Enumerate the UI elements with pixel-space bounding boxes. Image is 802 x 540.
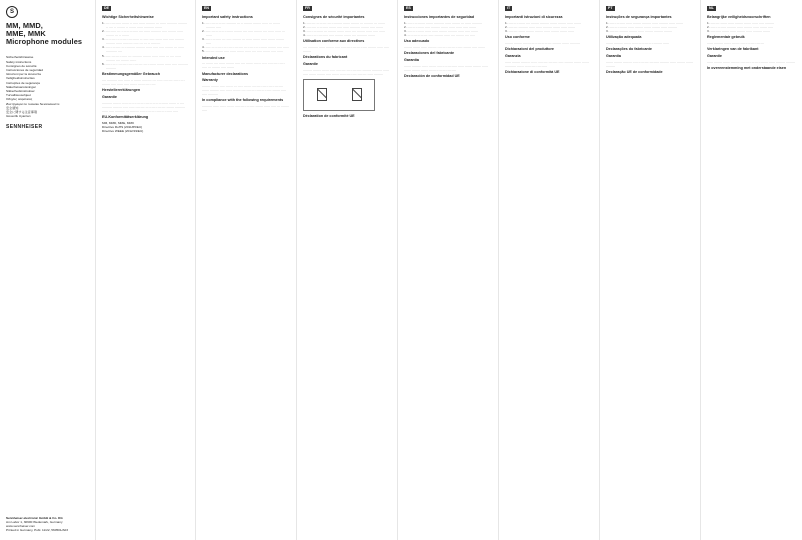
product-title: MM, MMD, MME, MMK Microphone modules [6, 21, 83, 46]
language-tag: FR [305, 6, 310, 10]
crossed-bin-icon [352, 88, 362, 101]
column-fr: FR Consignes de sécurité importantes 1. ········ ··· ······ ···· ·········· ······· ········ ··· ········· ··· ······· 2. ········· ·· ········ ······· ····· ······ ·········· ········ ····· ······· 3. ······ ········· ··· ········ ······· ······ ···· ········ ······ ····· ······ 4. ······ ··· ·········· ····· ········ ······· ···· ·········· ······· Utilisation conforme aux directives ···· ·········· ······ ········ ····· ·········· ······· ······ ········ ······ ····· ········ Déclarations du fabricant Garantie ········· ········ ······· ····· ········· ····· ········ ········· ·········· ······ ····· ······· ········ ····· ······· ·········· ····· ········ ······ ········· Déclaration de conformité UE [297, 0, 398, 540]
cover-column [0, 0, 96, 540]
column-it: IT Importanti istruzioni di sicurezza 1. ······· ········ ···· ········ ········· ······· ········ ······ ······· 2. ········ ·········· ······ ······ ········· ······· ······ ······· 3. ········ ······· ········ ········ ······ ········ ······· ······ Uso conforme ········ ········ ··········· ········ ······ ········· ······· ·········· Dichiarazioni del produttore Garanzia ······ ········ ········· ······ ········· ········ ····· ········· ······· ······· ··········· ······· ·········· ·········· Dichiarazione di conformità UE [499, 0, 600, 540]
column-de: DE Wichtige Sicherheitshinweise 1. ···· ·········· ······· ·· ····· ······ ········· ··· ······ ·········· ········· ·· ···· ·· ········ ·· ······· ······ ·········· ······· 2. ·········· ··· ·· ····· ········ ···· ······ ·········· ····· ········ ······ ········ ··· ·· ······· 3. ··· ······ ··· ······ ··········· ·· ····· ····· ······· ····· ····· ········· ········· ······ ·········· ····· ··· ··· ·· ········· 4. ······ ······· ··· ·········· ········· ······ ····· ····· ········ ··· ······ ··········· ···· 5. ····· ······· ······· ··· ·········· ········ ······ ······ ··· ···· ······ ········· ···· ········ ······ 6. ······ ··· ·· ······· ····· ········ ···· ········ ······· ······ ····· ·········· ·········· Bestimmungsgemäßer Gebrauch ···· ·········· ····· ······ ·· ······· ·········· ··· ······ ········ ······ ···· ········ ····· ······ ····· ······· ··········· ····· Herstellererklärungen Garantie ·········· ········ ········· ···· ······ ······· ····· ········· ······· ·· ···· ·········· ········· ····· ······ ········ ··· ······· ······· ········ ·········· ······ ····· ·········· ··· ········· ······· ······ ········ ······· ····· EU-Konformitätserklärung MM, MMD, MME, MMK Directive RoHS (2011/65/EU) Directive WEEE (2012/19/EU) [96, 0, 196, 540]
weee-symbol-figure [303, 79, 375, 111]
body-text-block: 1. ········ ······· ······ ········ ······· ······ ····· ········· 2. ······ ········ ········· ······ ········ ······ ······· ····· 3. ·········· ······· ······ ········ ······ ········· ······· [707, 20, 775, 33]
section-heading: Belangrijke veiligheidsvoorschriften [707, 15, 771, 19]
brand-wordmark: SENNHEISER [6, 124, 43, 131]
column-en: EN Important safety instructions 1. ···· ······· ······ ·········· ··· ·· ········ ········ ······ ··· ······· ········· ····· 2. ····· ······ ····· ········ ········ ···· ····· ········ ···· ······ ······ ··· ······ 3. ······ ········ ··· ····· ········· ··· ······ ······· ······ ······· ········ ····· 4. ····· ··· ······· ··· ······ ········ ··· ····· ···· ········ ········ ····· ······ 5. ········ ········ ····· ······ ······· ······ ···· ····· ······· ····· ······ Intended use ··· ······· ···· ······ ········ ····· ···· ······· ······· ····· ········· ······ ····· ··· ········ ····· ······· Manufacturer declarations Warranty ········ ········ ····· ······· ··· ····· ······· ········ ······ ····· ········ ······· ········· ····· ······ ········ ···· ······· ········ ······ ········ ····· ····· ·········· In compliance with the following requirements ·········· ······ ······ ······· ·········· ······· ········ ······ ····· ··· ········ ····· [196, 0, 297, 540]
section-heading: Instruções de segurança importantes [606, 15, 672, 19]
language-tag: IT [507, 6, 511, 10]
language-tag: EN [204, 6, 209, 10]
body-text-block: 1. ···· ······· ······ ·········· ··· ·· ········ ········ ······ ··· ······· ········· ····· 2. ····· ······ ····· ········ ········ ···· ····· ········ ···· ······ ······ ··· ······ 3. ······ ········ ··· ····· ········· ··· ······ ······· ······ ······· ········ ····· 4. ····· ··· ······· ··· ······ ········ ··· ····· ···· ········ ········ ····· ······ 5. ········ ········ ····· ······ ······· ······ ···· ····· ······· ····· ······ [202, 20, 289, 54]
body-text-block: 1. ···· ·········· ······· ·· ····· ······ ········· ··· ······ ·········· ········· ·· ···· ·· ········ ·· ······· ······ ·········· ······· 2. ·········· ··· ·· ····· ········ ···· ······ ·········· ····· ········ ······ ········ ··· ·· ······· 3. ··· ······ ··· ······ ··········· ·· ····· ····· ······· ····· ····· ········· ········· ······ ·········· ····· ··· ··· ·· ········· 4. ······ ······· ··· ·········· ········· ······ ····· ····· ········ ··· ······ ··········· ···· 5. ····· ······· ······· ··· ·········· ········ ······ ······ ··· ···· ······ ········· ···· ········ ······ 6. ······ ··· ·· ······· ····· ········ ···· ········ ······· ······ ····· ·········· ·········· [102, 20, 189, 70]
language-tag: PT [608, 6, 613, 10]
body-text-block: 1. ······ ········ ······ ········ ········· ······ ········· ······ ······· 2. ······· ········· ······ ········ ······· ········ ······ ········· 3. ········ ········· ········ ······ ········ ········· ········ [606, 20, 684, 33]
crossed-bin-icon [317, 88, 327, 101]
language-tag: DE [104, 6, 109, 10]
body-text-block: 1. ······ ·········· ······· ·········· ······ ········ ··· ······ ·········· 2. ······· ········ ····· ········· ······· ······ ······ ····· ······· 3. ······· ········ ······ ······ ········ ········· ······ ····· ······· 4. ··· ········ ······ ····· ········· ······ ···· ········ ···· ····· [404, 20, 483, 38]
body-text-block: 1. ········ ··· ······ ···· ·········· ······· ········ ··· ········· ··· ······· 2. ········· ·· ········ ······· ····· ······ ·········· ········ ····· ······· 3. ······ ········· ··· ········ ······· ······ ···· ········ ······ ····· ······ 4. ······ ··· ·········· ····· ········ ······· ···· ·········· ······· [303, 20, 386, 38]
section-heading: Instrucciones importantes de seguridad [404, 15, 475, 19]
section-heading: Consignes de sécurité importantes [303, 15, 365, 19]
section-heading: Wichtige Sicherheitshinweise [102, 15, 154, 19]
body-text-block: 1. ······· ········ ···· ········ ········· ······· ········ ······ ······· 2. ········ ·········· ······ ······ ········· ······· ······ ······· 3. ········ ······· ········ ········ ······ ········ ······· ······ [505, 20, 582, 33]
language-tag: ES [406, 6, 411, 10]
section-heading: Important safety instructions [202, 15, 253, 19]
sennheiser-logo-icon: S [6, 6, 18, 18]
column-nl: NL Belangrijke veiligheidsvoorschriften 1. ········ ······· ······ ········ ······· ······ ····· ········· 2. ······ ········ ········· ······ ········ ······ ······· ····· 3. ·········· ······· ······ ········ ······ ········· ······· Reglementair gebruik ······ ········· ······· ········ ······ ······ ········ Verklaringen van de fabrikant Garantie ······ ········ ······· ········· ········· ······ ········· ······ ········· ········· In overeenstemming met onderstaande eisen [707, 6, 796, 70]
section-heading: Importanti istruzioni di sicurezza [505, 15, 563, 19]
publisher-address: Sennheiser electronic GmbH & Co. KG Am Labor 1, 30900 Wedemark, Germany www.sennheiser.com Printed in Germany, Publ. 11/22, 560501/A03 [6, 515, 68, 532]
column-es: ES Instrucciones importantes de seguridad 1. ······ ·········· ······· ·········· ······ ········ ··· ······ ·········· 2. ······· ········ ····· ········· ······· ······ ······ ····· ······· 3. ······· ········ ······ ······ ········ ········· ······ ····· ······· 4. ··· ········ ······ ····· ········· ······ ···· ········ ···· ····· Uso adecuado ········ ······· ······ ········· ······· ········ ······ ········ ····· ······· Declaraciones del fabricante Garantía ······· ········· ······ ······· ······· ··········· ······ ······· ········ ······ ······· ········ ······· ········· ······ ········· Declaración de conformidad UE [398, 0, 499, 540]
language-toc: Sicherheitshinweise Safety instructions Consignes de sécurité Instrucciones de seguridad Istruzioni per la sicurezza Veiligheidsinstructies Instruções de segurança Säkerhetsanvisningar Sikkerhedsinstrukser Turvallisuusohjeet Οδηγίες ασφαλείας Инструкции по технике безопасности 安全须知 安全に関する注意事項 Güvenlik Uyarıları [6, 55, 60, 119]
column-pt: PT Instruções de segurança importantes 1. ······ ········ ······ ········ ········· ······ ········· ······ ······· 2. ······· ········· ······ ········ ······· ········ ······ ········· 3. ········ ········· ········ ······ ········ ········· ········ Utilização adequada ······· ········· ······· ········· ········ ·········· ······ Declarações do fabricante Garantia ······· ········ ········· ······· ······· ········· ········· ······ ········ ······· ········· Declaração UE de conformidade [600, 0, 701, 540]
language-tag: NL [709, 6, 714, 10]
